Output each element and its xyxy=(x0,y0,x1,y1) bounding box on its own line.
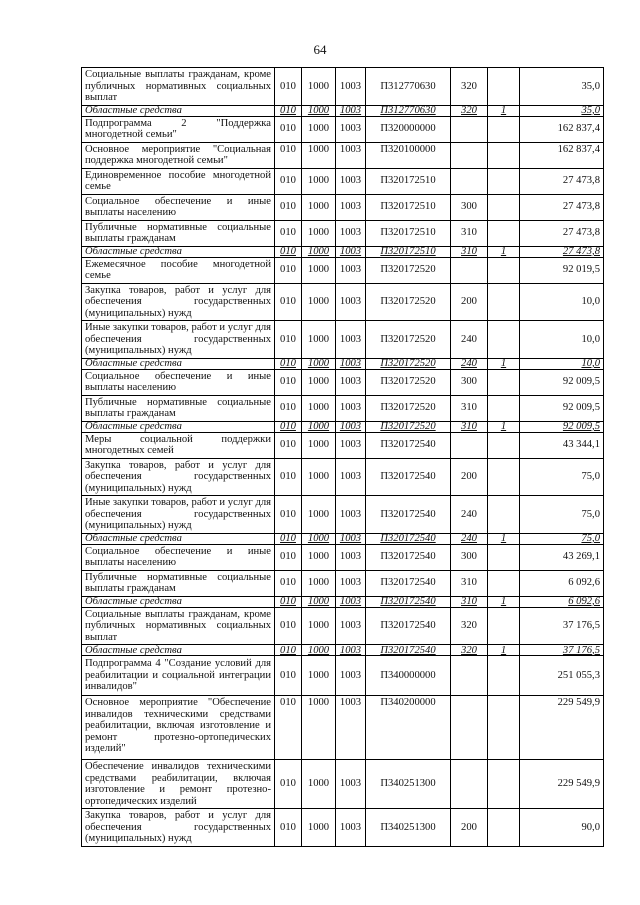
target-article-cell: П340251300 xyxy=(366,760,451,809)
expense-type-cell: 200 xyxy=(451,809,488,847)
section-code-cell: 1000 xyxy=(302,645,336,656)
amount-cell: 251 055,3 xyxy=(520,656,604,696)
ministry-code-cell: 010 xyxy=(275,358,302,369)
subsection-code-cell: 1003 xyxy=(336,194,366,220)
subsection-code-cell: 1003 xyxy=(336,421,366,432)
expense-type-cell xyxy=(451,760,488,809)
expense-type-cell xyxy=(451,656,488,696)
target-article-cell: П320172510 xyxy=(366,168,451,194)
amount-cell: 162 837,4 xyxy=(520,142,604,168)
ministry-code-cell: 010 xyxy=(275,116,302,142)
row-name-cell: Областные средства xyxy=(82,533,275,544)
target-article-cell: П320172540 xyxy=(366,645,451,656)
row-name-cell: Областные средства xyxy=(82,596,275,607)
subsection-code-cell: 1003 xyxy=(336,645,366,656)
row-name-cell: Подпрограмма 2 "Поддержка многодетной семьи" xyxy=(82,116,275,142)
amount-cell: 27 473,8 xyxy=(520,168,604,194)
funding-source-cell xyxy=(488,760,520,809)
funding-source-cell: 1 xyxy=(488,105,520,116)
expense-type-cell: 320 xyxy=(451,607,488,645)
funding-source-cell xyxy=(488,395,520,421)
ministry-code-cell: 010 xyxy=(275,321,302,359)
funding-source-cell xyxy=(488,432,520,458)
ministry-code-cell: 010 xyxy=(275,421,302,432)
row-name-cell: Областные средства xyxy=(82,105,275,116)
funding-source-cell xyxy=(488,194,520,220)
table-row xyxy=(82,809,604,847)
funding-source-cell xyxy=(488,458,520,496)
row-name-cell: Областные средства xyxy=(82,421,275,432)
ministry-code-cell: 010 xyxy=(275,809,302,847)
amount-cell: 92 009,5 xyxy=(520,395,604,421)
amount-cell: 229 549,9 xyxy=(520,696,604,760)
target-article-cell: П312770630 xyxy=(366,105,451,116)
table-row xyxy=(82,369,604,395)
target-article-cell: П320172520 xyxy=(366,369,451,395)
expense-type-cell: 320 xyxy=(451,105,488,116)
subsection-code-cell: 1003 xyxy=(336,533,366,544)
ministry-code-cell: 010 xyxy=(275,168,302,194)
amount-cell: 6 092,6 xyxy=(520,596,604,607)
target-article-cell: П320172510 xyxy=(366,194,451,220)
ministry-code-cell: 010 xyxy=(275,544,302,570)
expense-type-cell: 300 xyxy=(451,194,488,220)
target-article-cell: П320172540 xyxy=(366,607,451,645)
funding-source-cell xyxy=(488,570,520,596)
amount-cell: 10,0 xyxy=(520,283,604,321)
subsection-code-cell: 1003 xyxy=(336,283,366,321)
ministry-code-cell: 010 xyxy=(275,570,302,596)
table-row xyxy=(82,544,604,570)
expense-type-cell: 310 xyxy=(451,570,488,596)
amount-cell: 10,0 xyxy=(520,358,604,369)
section-code-cell: 1000 xyxy=(302,570,336,596)
subsection-code-cell: 1003 xyxy=(336,570,366,596)
budget-table xyxy=(81,67,604,847)
target-article-cell: П320172540 xyxy=(366,533,451,544)
subsection-code-cell: 1003 xyxy=(336,596,366,607)
section-code-cell: 1000 xyxy=(302,68,336,106)
row-name-cell: Публичные нормативные социальные выплаты гражданам xyxy=(82,395,275,421)
funding-source-cell xyxy=(488,496,520,534)
ministry-code-cell: 010 xyxy=(275,257,302,283)
amount-cell: 92 019,5 xyxy=(520,257,604,283)
ministry-code-cell: 010 xyxy=(275,645,302,656)
section-code-cell: 1000 xyxy=(302,809,336,847)
row-name-cell: Меры социальной поддержки многодетных семей xyxy=(82,432,275,458)
table-row xyxy=(82,696,604,760)
section-code-cell: 1000 xyxy=(302,194,336,220)
expense-type-cell: 310 xyxy=(451,246,488,257)
amount-cell: 43 344,1 xyxy=(520,432,604,458)
target-article-cell: П320172520 xyxy=(366,395,451,421)
section-code-cell: 1000 xyxy=(302,246,336,257)
amount-cell: 75,0 xyxy=(520,458,604,496)
expense-type-cell: 310 xyxy=(451,421,488,432)
target-article-cell: П320172540 xyxy=(366,570,451,596)
table-row xyxy=(82,321,604,359)
amount-cell: 92 009,5 xyxy=(520,369,604,395)
row-name-cell: Социальные выплаты гражданам, кроме публичных нормативных социальных выплат xyxy=(82,607,275,645)
expense-type-cell: 310 xyxy=(451,596,488,607)
row-name-cell: Областные средства xyxy=(82,645,275,656)
section-code-cell: 1000 xyxy=(302,696,336,760)
row-name-cell: Социальное обеспечение и иные выплаты населению xyxy=(82,194,275,220)
row-name-cell: Закупка товаров, работ и услуг для обеспечения государственных (муниципальных) нужд xyxy=(82,458,275,496)
row-name-cell: Закупка товаров, работ и услуг для обеспечения государственных (муниципальных) нужд xyxy=(82,809,275,847)
expense-type-cell xyxy=(451,168,488,194)
ministry-code-cell: 010 xyxy=(275,220,302,246)
row-name-cell: Основное мероприятие "Социальная поддержка многодетной семьи" xyxy=(82,142,275,168)
funding-source-cell xyxy=(488,283,520,321)
row-name-cell: Обеспечение инвалидов техническими средствами реабилитации, включая изготовление и ремонт протезно-ортопедических изделий xyxy=(82,760,275,809)
funding-source-cell xyxy=(488,809,520,847)
oblast-funds-row xyxy=(82,421,604,432)
expense-type-cell xyxy=(451,116,488,142)
amount-cell: 27 473,8 xyxy=(520,246,604,257)
table-row xyxy=(82,68,604,106)
section-code-cell: 1000 xyxy=(302,656,336,696)
row-name-cell: Социальное обеспечение и иные выплаты населению xyxy=(82,369,275,395)
funding-source-cell xyxy=(488,68,520,106)
ministry-code-cell: 010 xyxy=(275,68,302,106)
table-row xyxy=(82,257,604,283)
funding-source-cell xyxy=(488,321,520,359)
subsection-code-cell: 1003 xyxy=(336,220,366,246)
subsection-code-cell: 1003 xyxy=(336,696,366,760)
target-article-cell: П340000000 xyxy=(366,656,451,696)
subsection-code-cell: 1003 xyxy=(336,458,366,496)
subsection-code-cell: 1003 xyxy=(336,656,366,696)
section-code-cell: 1000 xyxy=(302,142,336,168)
table-row xyxy=(82,570,604,596)
section-code-cell: 1000 xyxy=(302,358,336,369)
expense-type-cell: 310 xyxy=(451,395,488,421)
section-code-cell: 1000 xyxy=(302,607,336,645)
funding-source-cell xyxy=(488,696,520,760)
row-name-cell: Ежемесячное пособие многодетной семье xyxy=(82,257,275,283)
funding-source-cell xyxy=(488,142,520,168)
target-article-cell: П320172540 xyxy=(366,432,451,458)
amount-cell: 10,0 xyxy=(520,321,604,359)
expense-type-cell: 200 xyxy=(451,458,488,496)
funding-source-cell xyxy=(488,168,520,194)
funding-source-cell xyxy=(488,257,520,283)
funding-source-cell: 1 xyxy=(488,358,520,369)
funding-source-cell xyxy=(488,116,520,142)
funding-source-cell xyxy=(488,220,520,246)
ministry-code-cell: 010 xyxy=(275,656,302,696)
subsection-code-cell: 1003 xyxy=(336,246,366,257)
subsection-code-cell: 1003 xyxy=(336,432,366,458)
section-code-cell: 1000 xyxy=(302,496,336,534)
row-name-cell: Публичные нормативные социальные выплаты гражданам xyxy=(82,570,275,596)
target-article-cell: П320172520 xyxy=(366,358,451,369)
amount-cell: 35,0 xyxy=(520,105,604,116)
section-code-cell: 1000 xyxy=(302,116,336,142)
subsection-code-cell: 1003 xyxy=(336,809,366,847)
amount-cell: 90,0 xyxy=(520,809,604,847)
oblast-funds-row xyxy=(82,358,604,369)
subsection-code-cell: 1003 xyxy=(336,116,366,142)
funding-source-cell xyxy=(488,544,520,570)
funding-source-cell: 1 xyxy=(488,645,520,656)
subsection-code-cell: 1003 xyxy=(336,168,366,194)
amount-cell: 162 837,4 xyxy=(520,116,604,142)
oblast-funds-row xyxy=(82,645,604,656)
row-name-cell: Подпрограмма 4 "Создание условий для реабилитации и социальной интеграции инвалидов" xyxy=(82,656,275,696)
section-code-cell: 1000 xyxy=(302,533,336,544)
subsection-code-cell: 1003 xyxy=(336,257,366,283)
amount-cell: 43 269,1 xyxy=(520,544,604,570)
expense-type-cell: 300 xyxy=(451,544,488,570)
target-article-cell: П312770630 xyxy=(366,68,451,106)
table-row xyxy=(82,656,604,696)
subsection-code-cell: 1003 xyxy=(336,760,366,809)
amount-cell: 229 549,9 xyxy=(520,760,604,809)
table-row xyxy=(82,283,604,321)
oblast-funds-row xyxy=(82,596,604,607)
row-name-cell: Закупка товаров, работ и услуг для обеспечения государственных (муниципальных) нужд xyxy=(82,283,275,321)
section-code-cell: 1000 xyxy=(302,220,336,246)
section-code-cell: 1000 xyxy=(302,168,336,194)
target-article-cell: П320172520 xyxy=(366,257,451,283)
section-code-cell: 1000 xyxy=(302,105,336,116)
table-row xyxy=(82,142,604,168)
subsection-code-cell: 1003 xyxy=(336,68,366,106)
subsection-code-cell: 1003 xyxy=(336,105,366,116)
ministry-code-cell: 010 xyxy=(275,533,302,544)
oblast-funds-row xyxy=(82,246,604,257)
table-row xyxy=(82,116,604,142)
section-code-cell: 1000 xyxy=(302,544,336,570)
row-name-cell: Публичные нормативные социальные выплаты гражданам xyxy=(82,220,275,246)
ministry-code-cell: 010 xyxy=(275,596,302,607)
expense-type-cell: 240 xyxy=(451,496,488,534)
target-article-cell: П320172520 xyxy=(366,321,451,359)
funding-source-cell xyxy=(488,369,520,395)
amount-cell: 75,0 xyxy=(520,496,604,534)
table-row xyxy=(82,194,604,220)
section-code-cell: 1000 xyxy=(302,458,336,496)
target-article-cell: П320000000 xyxy=(366,116,451,142)
ministry-code-cell: 010 xyxy=(275,246,302,257)
expense-type-cell: 240 xyxy=(451,533,488,544)
target-article-cell: П320172540 xyxy=(366,458,451,496)
ministry-code-cell: 010 xyxy=(275,607,302,645)
table-row xyxy=(82,168,604,194)
section-code-cell: 1000 xyxy=(302,432,336,458)
funding-source-cell: 1 xyxy=(488,596,520,607)
target-article-cell: П340200000 xyxy=(366,696,451,760)
page-number: 64 xyxy=(313,42,327,57)
subsection-code-cell: 1003 xyxy=(336,358,366,369)
table-row xyxy=(82,395,604,421)
funding-source-cell: 1 xyxy=(488,246,520,257)
amount-cell: 37 176,5 xyxy=(520,645,604,656)
table-row xyxy=(82,760,604,809)
expense-type-cell: 200 xyxy=(451,283,488,321)
section-code-cell: 1000 xyxy=(302,369,336,395)
section-code-cell: 1000 xyxy=(302,321,336,359)
amount-cell: 35,0 xyxy=(520,68,604,106)
row-name-cell: Иные закупки товаров, работ и услуг для обеспечения государственных (муниципальных) нужд xyxy=(82,496,275,534)
row-name-cell: Единовременное пособие многодетной семье xyxy=(82,168,275,194)
expense-type-cell xyxy=(451,257,488,283)
ministry-code-cell: 010 xyxy=(275,105,302,116)
expense-type-cell: 320 xyxy=(451,68,488,106)
target-article-cell: П320172510 xyxy=(366,220,451,246)
expense-type-cell xyxy=(451,432,488,458)
ministry-code-cell: 010 xyxy=(275,496,302,534)
target-article-cell: П320172540 xyxy=(366,596,451,607)
subsection-code-cell: 1003 xyxy=(336,496,366,534)
row-name-cell: Социальное обеспечение и иные выплаты населению xyxy=(82,544,275,570)
ministry-code-cell: 010 xyxy=(275,142,302,168)
table-row xyxy=(82,220,604,246)
expense-type-cell xyxy=(451,142,488,168)
section-code-cell: 1000 xyxy=(302,395,336,421)
row-name-cell: Социальные выплаты гражданам, кроме публичных нормативных социальных выплат xyxy=(82,68,275,106)
oblast-funds-row xyxy=(82,105,604,116)
expense-type-cell: 240 xyxy=(451,321,488,359)
amount-cell: 27 473,8 xyxy=(520,220,604,246)
expense-type-cell: 300 xyxy=(451,369,488,395)
ministry-code-cell: 010 xyxy=(275,283,302,321)
target-article-cell: П320100000 xyxy=(366,142,451,168)
target-article-cell: П340251300 xyxy=(366,809,451,847)
section-code-cell: 1000 xyxy=(302,760,336,809)
ministry-code-cell: 010 xyxy=(275,760,302,809)
target-article-cell: П320172520 xyxy=(366,283,451,321)
ministry-code-cell: 010 xyxy=(275,395,302,421)
row-name-cell: Областные средства xyxy=(82,358,275,369)
ministry-code-cell: 010 xyxy=(275,696,302,760)
ministry-code-cell: 010 xyxy=(275,369,302,395)
subsection-code-cell: 1003 xyxy=(336,142,366,168)
subsection-code-cell: 1003 xyxy=(336,321,366,359)
expense-type-cell: 320 xyxy=(451,645,488,656)
funding-source-cell xyxy=(488,656,520,696)
target-article-cell: П320172540 xyxy=(366,544,451,570)
row-name-cell: Основное мероприятие "Обеспечение инвалидов техническими средствами реабилитации, включая изготовление и ремонт протезно-ортопедических изделий" xyxy=(82,696,275,760)
table-row xyxy=(82,458,604,496)
oblast-funds-row xyxy=(82,533,604,544)
section-code-cell: 1000 xyxy=(302,257,336,283)
subsection-code-cell: 1003 xyxy=(336,369,366,395)
funding-source-cell xyxy=(488,607,520,645)
amount-cell: 6 092,6 xyxy=(520,570,604,596)
subsection-code-cell: 1003 xyxy=(336,544,366,570)
section-code-cell: 1000 xyxy=(302,596,336,607)
section-code-cell: 1000 xyxy=(302,421,336,432)
row-name-cell: Иные закупки товаров, работ и услуг для обеспечения государственных (муниципальных) нужд xyxy=(82,321,275,359)
ministry-code-cell: 010 xyxy=(275,458,302,496)
amount-cell: 37 176,5 xyxy=(520,607,604,645)
expense-type-cell: 310 xyxy=(451,220,488,246)
target-article-cell: П320172540 xyxy=(366,496,451,534)
amount-cell: 27 473,8 xyxy=(520,194,604,220)
expense-type-cell: 240 xyxy=(451,358,488,369)
funding-source-cell: 1 xyxy=(488,421,520,432)
target-article-cell: П320172510 xyxy=(366,246,451,257)
target-article-cell: П320172520 xyxy=(366,421,451,432)
amount-cell: 92 009,5 xyxy=(520,421,604,432)
row-name-cell: Областные средства xyxy=(82,246,275,257)
ministry-code-cell: 010 xyxy=(275,194,302,220)
table-row xyxy=(82,432,604,458)
table-row xyxy=(82,607,604,645)
subsection-code-cell: 1003 xyxy=(336,607,366,645)
section-code-cell: 1000 xyxy=(302,283,336,321)
table-row xyxy=(82,496,604,534)
funding-source-cell: 1 xyxy=(488,533,520,544)
subsection-code-cell: 1003 xyxy=(336,395,366,421)
expense-type-cell xyxy=(451,696,488,760)
ministry-code-cell: 010 xyxy=(275,432,302,458)
amount-cell: 75,0 xyxy=(520,533,604,544)
